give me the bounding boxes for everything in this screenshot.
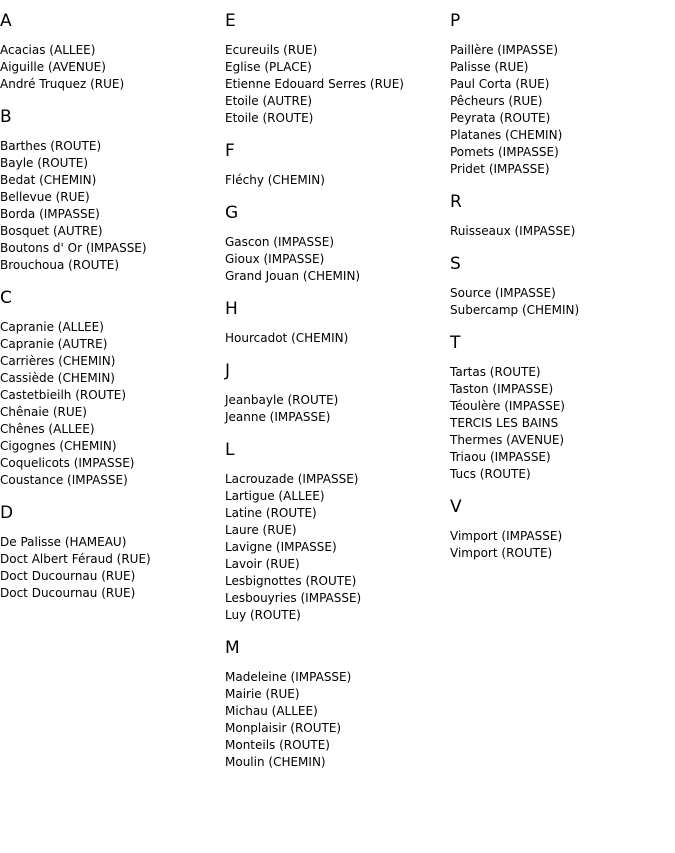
street-entry: Gioux (IMPASSE) <box>225 252 325 266</box>
letter-group <box>450 497 670 562</box>
section-letter-heading: T <box>450 333 461 353</box>
street-entry: Moulin (CHEMIN) <box>225 755 326 769</box>
street-entry: Cassiède (CHEMIN) <box>0 371 115 385</box>
street-entry: Thermes (AVENUE) <box>450 433 565 447</box>
street-entry: Madeleine (IMPASSE) <box>225 670 352 684</box>
street-entry: Fléchy (CHEMIN) <box>225 173 325 187</box>
letter-group <box>0 288 220 489</box>
street-entry: Ecureuils (RUE) <box>225 43 318 57</box>
section-letter-heading: A <box>0 11 12 31</box>
street-entry: Bosquet (AUTRE) <box>0 224 103 238</box>
street-entry: Lesbignottes (ROUTE) <box>225 574 357 588</box>
section-letter-heading: P <box>450 11 461 31</box>
street-entry: Monplaisir (ROUTE) <box>225 721 342 735</box>
street-entry: Etoile (ROUTE) <box>225 111 314 125</box>
street-entry: Bedat (CHEMIN) <box>0 173 97 187</box>
letter-group <box>450 254 670 319</box>
street-entry: Bayle (ROUTE) <box>0 156 89 170</box>
street-entry: André Truquez (RUE) <box>0 77 125 91</box>
section-letter-heading: M <box>225 638 240 658</box>
street-entry: Aiguille (AVENUE) <box>0 60 106 74</box>
street-entry: Latine (ROUTE) <box>225 506 317 520</box>
street-entry: Grand Jouan (CHEMIN) <box>225 269 361 283</box>
section-letter-heading: F <box>225 141 235 161</box>
street-entry: De Palisse (HAMEAU) <box>0 535 127 549</box>
street-entry: Pêcheurs (RUE) <box>450 94 543 108</box>
street-entry: Paul Corta (RUE) <box>450 77 550 91</box>
street-entry: Doct Albert Féraud (RUE) <box>0 552 151 566</box>
letter-group <box>225 440 445 624</box>
street-entry: Jeanbayle (ROUTE) <box>225 393 339 407</box>
street-entry: Tartas (ROUTE) <box>450 365 541 379</box>
street-entry: TERCIS LES BAINS <box>450 416 559 430</box>
street-entry: Lavigne (IMPASSE) <box>225 540 337 554</box>
street-entry: Monteils (ROUTE) <box>225 738 330 752</box>
street-entry: Pomets (IMPASSE) <box>450 145 559 159</box>
letter-group <box>450 192 670 240</box>
street-entry: Pridet (IMPASSE) <box>450 162 550 176</box>
letter-group <box>450 11 670 178</box>
street-entry: Luy (ROUTE) <box>225 608 301 622</box>
letter-group <box>0 503 220 602</box>
street-entry: Taston (IMPASSE) <box>450 382 554 396</box>
letter-group <box>0 11 220 93</box>
street-entry: Chênes (ALLEE) <box>0 422 95 436</box>
street-entry: Coquelicots (IMPASSE) <box>0 456 135 470</box>
street-entry: Capranie (ALLEE) <box>0 320 104 334</box>
section-letter-heading: D <box>0 503 14 523</box>
street-entry: Carrières (CHEMIN) <box>0 354 116 368</box>
letter-group <box>225 203 445 285</box>
street-entry: Subercamp (CHEMIN) <box>450 303 580 317</box>
letter-group <box>225 638 445 771</box>
section-letter-heading: G <box>225 203 239 223</box>
section-letter-heading: J <box>225 361 231 381</box>
street-entry: Lesbouyries (IMPASSE) <box>225 591 362 605</box>
street-entry: Brouchoua (ROUTE) <box>0 258 120 272</box>
street-entry: Platanes (CHEMIN) <box>450 128 563 142</box>
section-letter-heading: E <box>225 11 236 31</box>
street-entry: Bellevue (RUE) <box>0 190 90 204</box>
street-entry: Lartigue (ALLEE) <box>225 489 325 503</box>
letter-group <box>225 11 445 127</box>
letter-group <box>0 107 220 274</box>
section-letter-heading: V <box>450 497 462 517</box>
street-entry: Cigognes (CHEMIN) <box>0 439 117 453</box>
section-letter-heading: H <box>225 299 238 319</box>
street-entry: Etienne Edouard Serres (RUE) <box>225 77 404 91</box>
street-entry: Acacias (ALLEE) <box>0 43 96 57</box>
section-letter-heading: C <box>0 288 12 308</box>
street-entry: Vimport (IMPASSE) <box>450 529 563 543</box>
street-entry: Lacrouzade (IMPASSE) <box>225 472 359 486</box>
street-index-column-2 <box>225 11 445 785</box>
street-entry: Gascon (IMPASSE) <box>225 235 335 249</box>
letter-group <box>225 361 445 426</box>
street-entry: Etoile (AUTRE) <box>225 94 313 108</box>
letter-group <box>225 141 445 189</box>
street-entry: Capranie (AUTRE) <box>0 337 108 351</box>
street-entry: Palisse (RUE) <box>450 60 529 74</box>
street-entry: Boutons d' Or (IMPASSE) <box>0 241 147 255</box>
street-entry: Coustance (IMPASSE) <box>0 473 128 487</box>
street-entry: Jeanne (IMPASSE) <box>225 410 331 424</box>
letter-group <box>450 333 670 483</box>
street-entry: Borda (IMPASSE) <box>0 207 100 221</box>
street-index-column-3 <box>450 11 670 576</box>
street-entry: Castetbieilh (ROUTE) <box>0 388 127 402</box>
street-entry: Lavoir (RUE) <box>225 557 300 571</box>
street-entry: Barthes (ROUTE) <box>0 139 102 153</box>
street-entry: Téoulère (IMPASSE) <box>450 399 565 413</box>
street-entry: Vimport (ROUTE) <box>450 546 553 560</box>
street-entry: Paillère (IMPASSE) <box>450 43 559 57</box>
street-entry: Triaou (IMPASSE) <box>450 450 551 464</box>
street-entry: Laure (RUE) <box>225 523 297 537</box>
street-entry: Source (IMPASSE) <box>450 286 556 300</box>
street-entry: Chênaie (RUE) <box>0 405 87 419</box>
street-entry: Peyrata (ROUTE) <box>450 111 551 125</box>
street-entry: Doct Ducournau (RUE) <box>0 586 136 600</box>
letter-group <box>225 299 445 347</box>
section-letter-heading: S <box>450 254 461 274</box>
section-letter-heading: B <box>0 107 12 127</box>
section-letter-heading: L <box>225 440 235 460</box>
street-entry: Tucs (ROUTE) <box>450 467 531 481</box>
street-entry: Eglise (PLACE) <box>225 60 312 74</box>
street-entry: Ruisseaux (IMPASSE) <box>450 224 576 238</box>
street-entry: Michau (ALLEE) <box>225 704 318 718</box>
street-entry: Mairie (RUE) <box>225 687 300 701</box>
section-letter-heading: R <box>450 192 462 212</box>
street-entry: Doct Ducournau (RUE) <box>0 569 136 583</box>
street-entry: Hourcadot (CHEMIN) <box>225 331 349 345</box>
street-index-column-1 <box>0 11 220 616</box>
